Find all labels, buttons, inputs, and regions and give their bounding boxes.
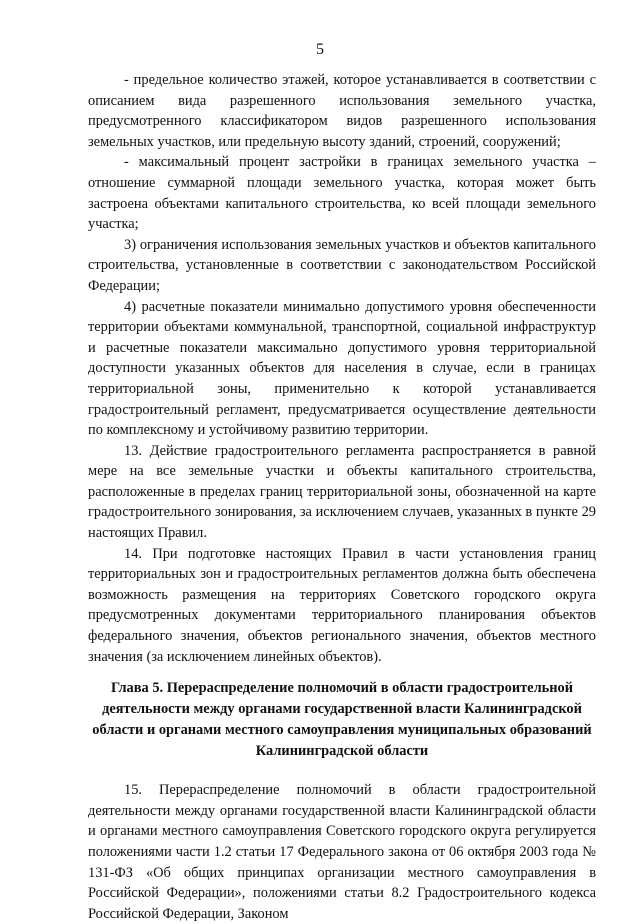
paragraph-item-15: 15. Перераспределение полномочий в области градостроительной деятельности между органами государственной власти Калининградской области и органами местного самоуправления Советского городского округа регулируется положениями части 1.2 статьи 17 Федерального закона от 06 октября 2003 года № 131-ФЗ «Об общих принципах организации местного самоуправления в Российской Федерации», положениями статьи 8.2 Градостроительного кодекса Российской Федерации, Законом [88, 782, 596, 922]
paragraph-item-13: 13. Действие градостроительного регламента распространяется в равной мере на все земельные участки и объекты капитального строительства, расположенные в пределах границ территориальной зоны, обозначенной на карте градостроительного зонирования, за исключением случаев, указанных в пункте 29 настоящих Правил. [88, 442, 596, 542]
document-body [88, 70, 596, 924]
paragraph-max-build-percent: - максимальный процент застройки в границах земельного участка – отношение суммарной площади земельного участка, которая может быть застроена объектами капитального строительства, ко всей площади земельного участка; [88, 154, 596, 233]
chapter-5-heading: Глава 5. Перераспределение полномочий в области градостроительной деятельности между органами государственной власти Калининградской области и органами местного самоуправления муниципальных образований Калининградской области [92, 680, 592, 760]
paragraph-max-floors: - предельное количество этажей, которое устанавливается в соответствии с описанием вида разрешенного использования земельного участка, предусмотренного классификатором видов разрешенного использования земельных участков, или предельную высоту зданий, строений, сооружений; [88, 72, 596, 150]
paragraph-item-14: 14. При подготовке настоящих Правил в части установления границ территориальных зон и градостроительных регламентов должна быть обеспечена возможность размещения на территориях Советского городского округа предусмотренных документами территориального планирования объектов федерального значения, объектов регионального значения, объектов местного значения (за исключением линейных объектов). [88, 545, 596, 665]
paragraph-infrastructure-indicators: 4) расчетные показатели минимально допустимого уровня обеспеченности территории объектами коммунальной, транспортной, социальной инфраструктур и расчетные показатели максимально допустимого уровня территориальной доступности указанных объектов для населения в случае, если в границах территориальной зоны, применительно к которой устанавливается градостроительный регламент, предусматривается осуществление деятельности по комплексному и устойчивому развитию территории. [88, 298, 596, 439]
paragraph-land-use-restrictions: 3) ограничения использования земельных участков и объектов капитального строительства, установленные в соответствии с законодательством Российской Федерации; [88, 236, 596, 294]
page-number: 5 [316, 41, 324, 58]
